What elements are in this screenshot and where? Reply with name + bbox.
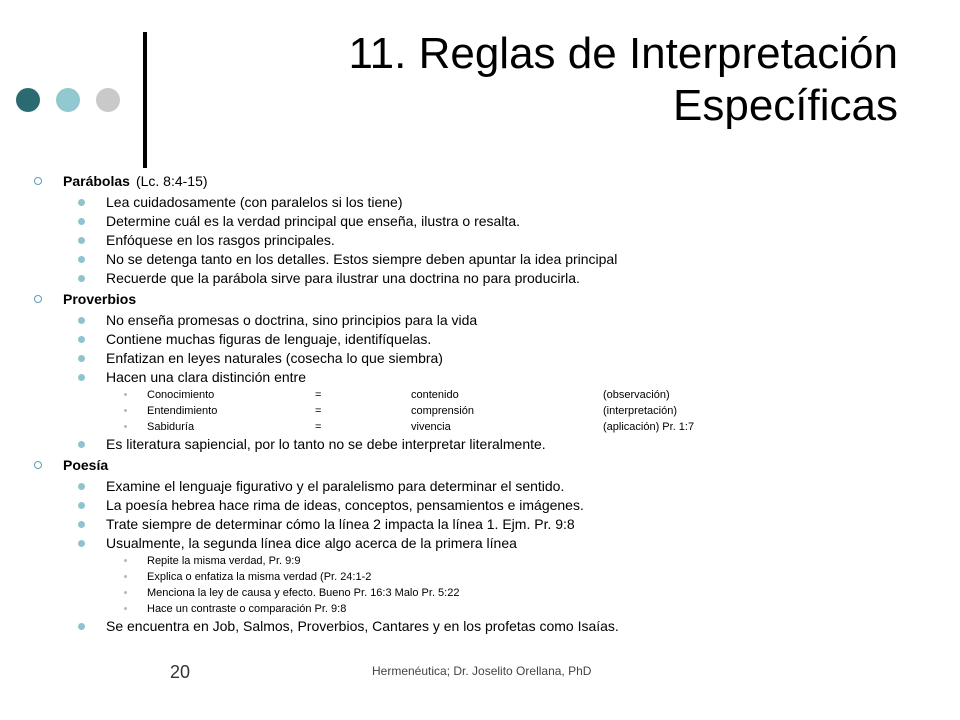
title-line-1: 11. Reglas de Interpretación (348, 29, 898, 78)
list-item: No se detenga tanto en los detalles. Estos siempre deben apuntar la idea principal (34, 250, 934, 269)
section-heading-poesia (34, 456, 934, 475)
list-item: Trate siempre de determinar cómo la línea 2 impacta la línea 1. Ejm. Pr. 9:8 (34, 515, 934, 534)
title-line-2: Específicas (673, 81, 898, 130)
distinction-eq: = (315, 421, 322, 433)
list-item: Enfatizan en leyes naturales (cosecha lo que siembra) (34, 349, 934, 368)
heading-ref: (Lc. 8:4-15) (135, 173, 208, 189)
page-number: 20 (170, 662, 191, 682)
distinction-eq: = (315, 389, 322, 401)
decor-dot-3 (96, 88, 120, 112)
distinction-note: (aplicación) Pr. 1:7 (603, 421, 695, 433)
heading-text: Parábolas (63, 173, 130, 189)
list-item: Recuerde que la parábola sirve para ilustrar una doctrina no para producirla. (34, 269, 934, 288)
distinction-equiv: comprensión (411, 405, 474, 417)
list-item: Usualmente, la segunda línea dice algo acerca de la primera línea (34, 534, 934, 553)
list-item: Es literatura sapiencial, por lo tanto no se debe interpretar literalmente. (34, 435, 934, 454)
section-heading-proverbios (34, 290, 934, 309)
distinction-term: Sabiduría (147, 421, 195, 433)
distinction-row (34, 403, 934, 419)
list-item: Se encuentra en Job, Salmos, Proverbios, Cantares y en los profetas como Isaías. (34, 617, 934, 636)
decor-dot-2 (56, 88, 80, 112)
distinction-eq: = (315, 405, 322, 417)
distinction-note: (interpretación) (603, 405, 677, 417)
heading-text: Poesía (63, 457, 109, 473)
sub-list-item: Repite la misma verdad, Pr. 9:9 (34, 553, 934, 569)
distinction-term: Entendimiento (147, 405, 218, 417)
section-heading-parabolas (34, 172, 934, 191)
distinction-equiv: vivencia (411, 421, 451, 433)
slide-title (348, 28, 898, 132)
list-item: Contiene muchas figuras de lenguaje, identifíquelas. (34, 330, 934, 349)
footer-text: Hermenéutica; Dr. Joselito Orellana, PhD (372, 664, 592, 678)
list-item: No enseña promesas o doctrina, sino principios para la vida (34, 311, 934, 330)
title-divider (143, 32, 147, 168)
sub-list-item: Menciona la ley de causa y efecto. Bueno Pr. 16:3 Malo Pr. 5:22 (34, 585, 934, 601)
distinction-note: (observación) (603, 389, 670, 401)
list-item: Enfóquese en los rasgos principales. (34, 231, 934, 250)
decor-dot-1 (16, 88, 40, 112)
list-item: Determine cuál es la verdad principal que enseña, ilustra o resalta. (34, 212, 934, 231)
list-item: Hacen una clara distinción entre (34, 368, 934, 387)
sub-list-item: Hace un contraste o comparación Pr. 9:8 (34, 601, 934, 617)
distinction-row (34, 387, 934, 403)
distinction-row (34, 419, 934, 435)
distinction-term: Conocimiento (147, 389, 215, 401)
sub-list-item: Explica o enfatiza la misma verdad (Pr. 24:1-2 (34, 569, 934, 585)
list-item: Lea cuidadosamente (con paralelos si los tiene) (34, 193, 934, 212)
list-item: Examine el lenguaje figurativo y el paralelismo para determinar el sentido. (34, 477, 934, 496)
slide-content (34, 172, 934, 636)
heading-text: Proverbios (63, 291, 137, 307)
distinction-equiv: contenido (411, 389, 459, 401)
list-item: La poesía hebrea hace rima de ideas, conceptos, pensamientos e imágenes. (34, 496, 934, 515)
